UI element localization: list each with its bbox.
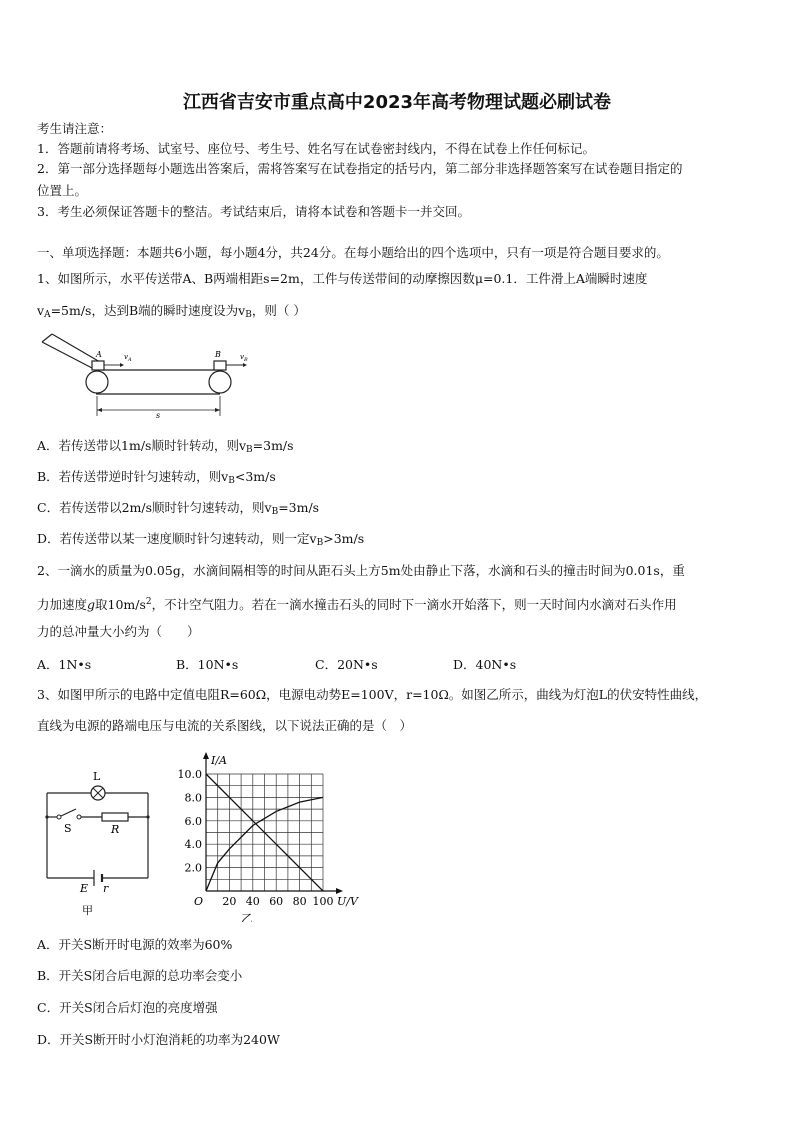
- label-e: E: [80, 882, 89, 895]
- y-tick-label: 10.0: [177, 768, 202, 781]
- q2-option-c: C．20N•s: [315, 657, 378, 672]
- q3-option-d: D．开关S断开时小灯泡消耗的功率为240W: [37, 1032, 280, 1047]
- block-a: [92, 361, 104, 370]
- circuit-caption: 甲: [82, 904, 93, 917]
- notice-item: 2．第一部分选择题每小题选出答案后，需将答案写在试卷指定的括号内，第二部分非选择题答案写在试卷题目指定的: [37, 161, 683, 176]
- y-tick-label: 4.0: [184, 838, 202, 852]
- notice-heading: 考生请注意：: [37, 121, 113, 136]
- y-tick-label: 8.0: [184, 791, 202, 805]
- q3-option-b: B．开关S闭合后电源的总功率会变小: [37, 968, 243, 983]
- block-b: [214, 361, 226, 370]
- section-heading: 一、单项选择题：本题共6小题，每小题4分，共24分。在每小题给出的四个选项中，只有一项是符合题目要求的。: [37, 245, 669, 260]
- q3-stem: 3、如图甲所示的电路中定值电阻R=60Ω，电源电动势E=100V，r=10Ω。如图乙所示，曲线为灯泡L的伏安特性曲线，: [37, 687, 708, 702]
- conveyor-figure: [40, 332, 250, 422]
- pulley-right: [209, 371, 231, 393]
- label-r: R: [111, 823, 120, 836]
- q3-stem-2: 直线为电源的路端电压与电流的关系图线，以下说法正确的是（ ）: [37, 718, 413, 733]
- x-axis-label: U/V: [337, 895, 358, 908]
- q1-option-d: D．若传送带以某一速度顺时针匀速转动，则一定$v_B>3m/s$: [37, 531, 365, 548]
- pulley-left: [86, 371, 108, 393]
- iv-chart: [168, 750, 368, 922]
- y-tick-label: 2.0: [184, 861, 202, 875]
- chart-caption: 乙: [241, 912, 254, 922]
- label-l: L: [93, 770, 101, 783]
- y-axis-label: I/A: [211, 754, 227, 767]
- label-a: A: [96, 350, 102, 359]
- label-s: s: [156, 411, 161, 420]
- label-internal-r: r: [103, 882, 109, 895]
- q2-option-b: B．10N•s: [176, 657, 239, 672]
- y-tick-label: 6.0: [184, 814, 202, 828]
- x-tick-label: 60: [269, 895, 284, 908]
- notice-item: 3．考生必须保证答题卡的整洁。考试结束后，请将本试卷和答题卡一并交回。: [37, 204, 470, 219]
- q2-option-d: D．40N•s: [453, 657, 517, 672]
- q1-option-a: A．若传送带以1m/s顺时针转动，则$v_B=3m/s$: [37, 438, 294, 455]
- q2-stem-3: 力的总冲量大小约为（ ）: [37, 624, 200, 639]
- q3-option-a: A．开关S断开时电源的效率为60%: [37, 937, 233, 952]
- notice-item: 位置上。: [37, 183, 88, 198]
- resistor-symbol: [102, 813, 128, 821]
- label-vb: $v_B$: [240, 353, 248, 363]
- label-va: $v_A$: [124, 353, 132, 363]
- x-tick-label: 80: [292, 895, 307, 908]
- origin-label: O: [194, 895, 204, 908]
- x-tick-label: 100: [312, 895, 334, 908]
- notice-item: 1．答题前请将考场、试室号、座位号、考生号、姓名写在试卷密封线内，不得在试卷上作任何标记。: [37, 141, 595, 156]
- x-tick-label: 40: [245, 895, 260, 908]
- label-s: S: [64, 822, 72, 835]
- q1-stem-2: $v_A=5m/s$，达到B端的瞬时速度设为$v_B$，则（ ）: [37, 303, 306, 320]
- q1-stem: 1、如图所示，水平传送带A、B两端相距s=2m，工件与传送带间的动摩擦因数μ=0.1．工件滑上A端瞬时速度: [37, 271, 648, 286]
- x-axis-arrow: [336, 888, 343, 894]
- q2-option-a: A．1N•s: [37, 657, 92, 672]
- q1-option-c: C．若传送带以2m/s顺时针匀速转动，则$v_B=3m/s$: [37, 500, 320, 517]
- q3-option-c: C．开关S闭合后灯泡的亮度增强: [37, 1000, 218, 1015]
- y-axis-arrow: [203, 752, 209, 759]
- page-title: 江西省吉安市重点高中2023年高考物理试题必刷试卷: [182, 92, 612, 113]
- q2-stem-2: 力加速度g取$10m/s^2$，不计空气阻力。若在一滴水撞击石头的同时下一滴水开始落下，则一天时间内水滴对石头作用: [37, 597, 677, 613]
- x-tick-label: 20: [222, 895, 237, 908]
- q1-option-b: B．若传送带逆时针匀速转动，则$v_B<3m/s$: [37, 469, 276, 486]
- label-b: B: [215, 350, 221, 359]
- q2-stem: 2、一滴水的质量为0.05g，水滴间隔相等的时间从距石头上方5m处由静止下落，水滴和石头的撞击时间为0.01s，重: [37, 563, 685, 578]
- circuit-diagram: [40, 765, 160, 920]
